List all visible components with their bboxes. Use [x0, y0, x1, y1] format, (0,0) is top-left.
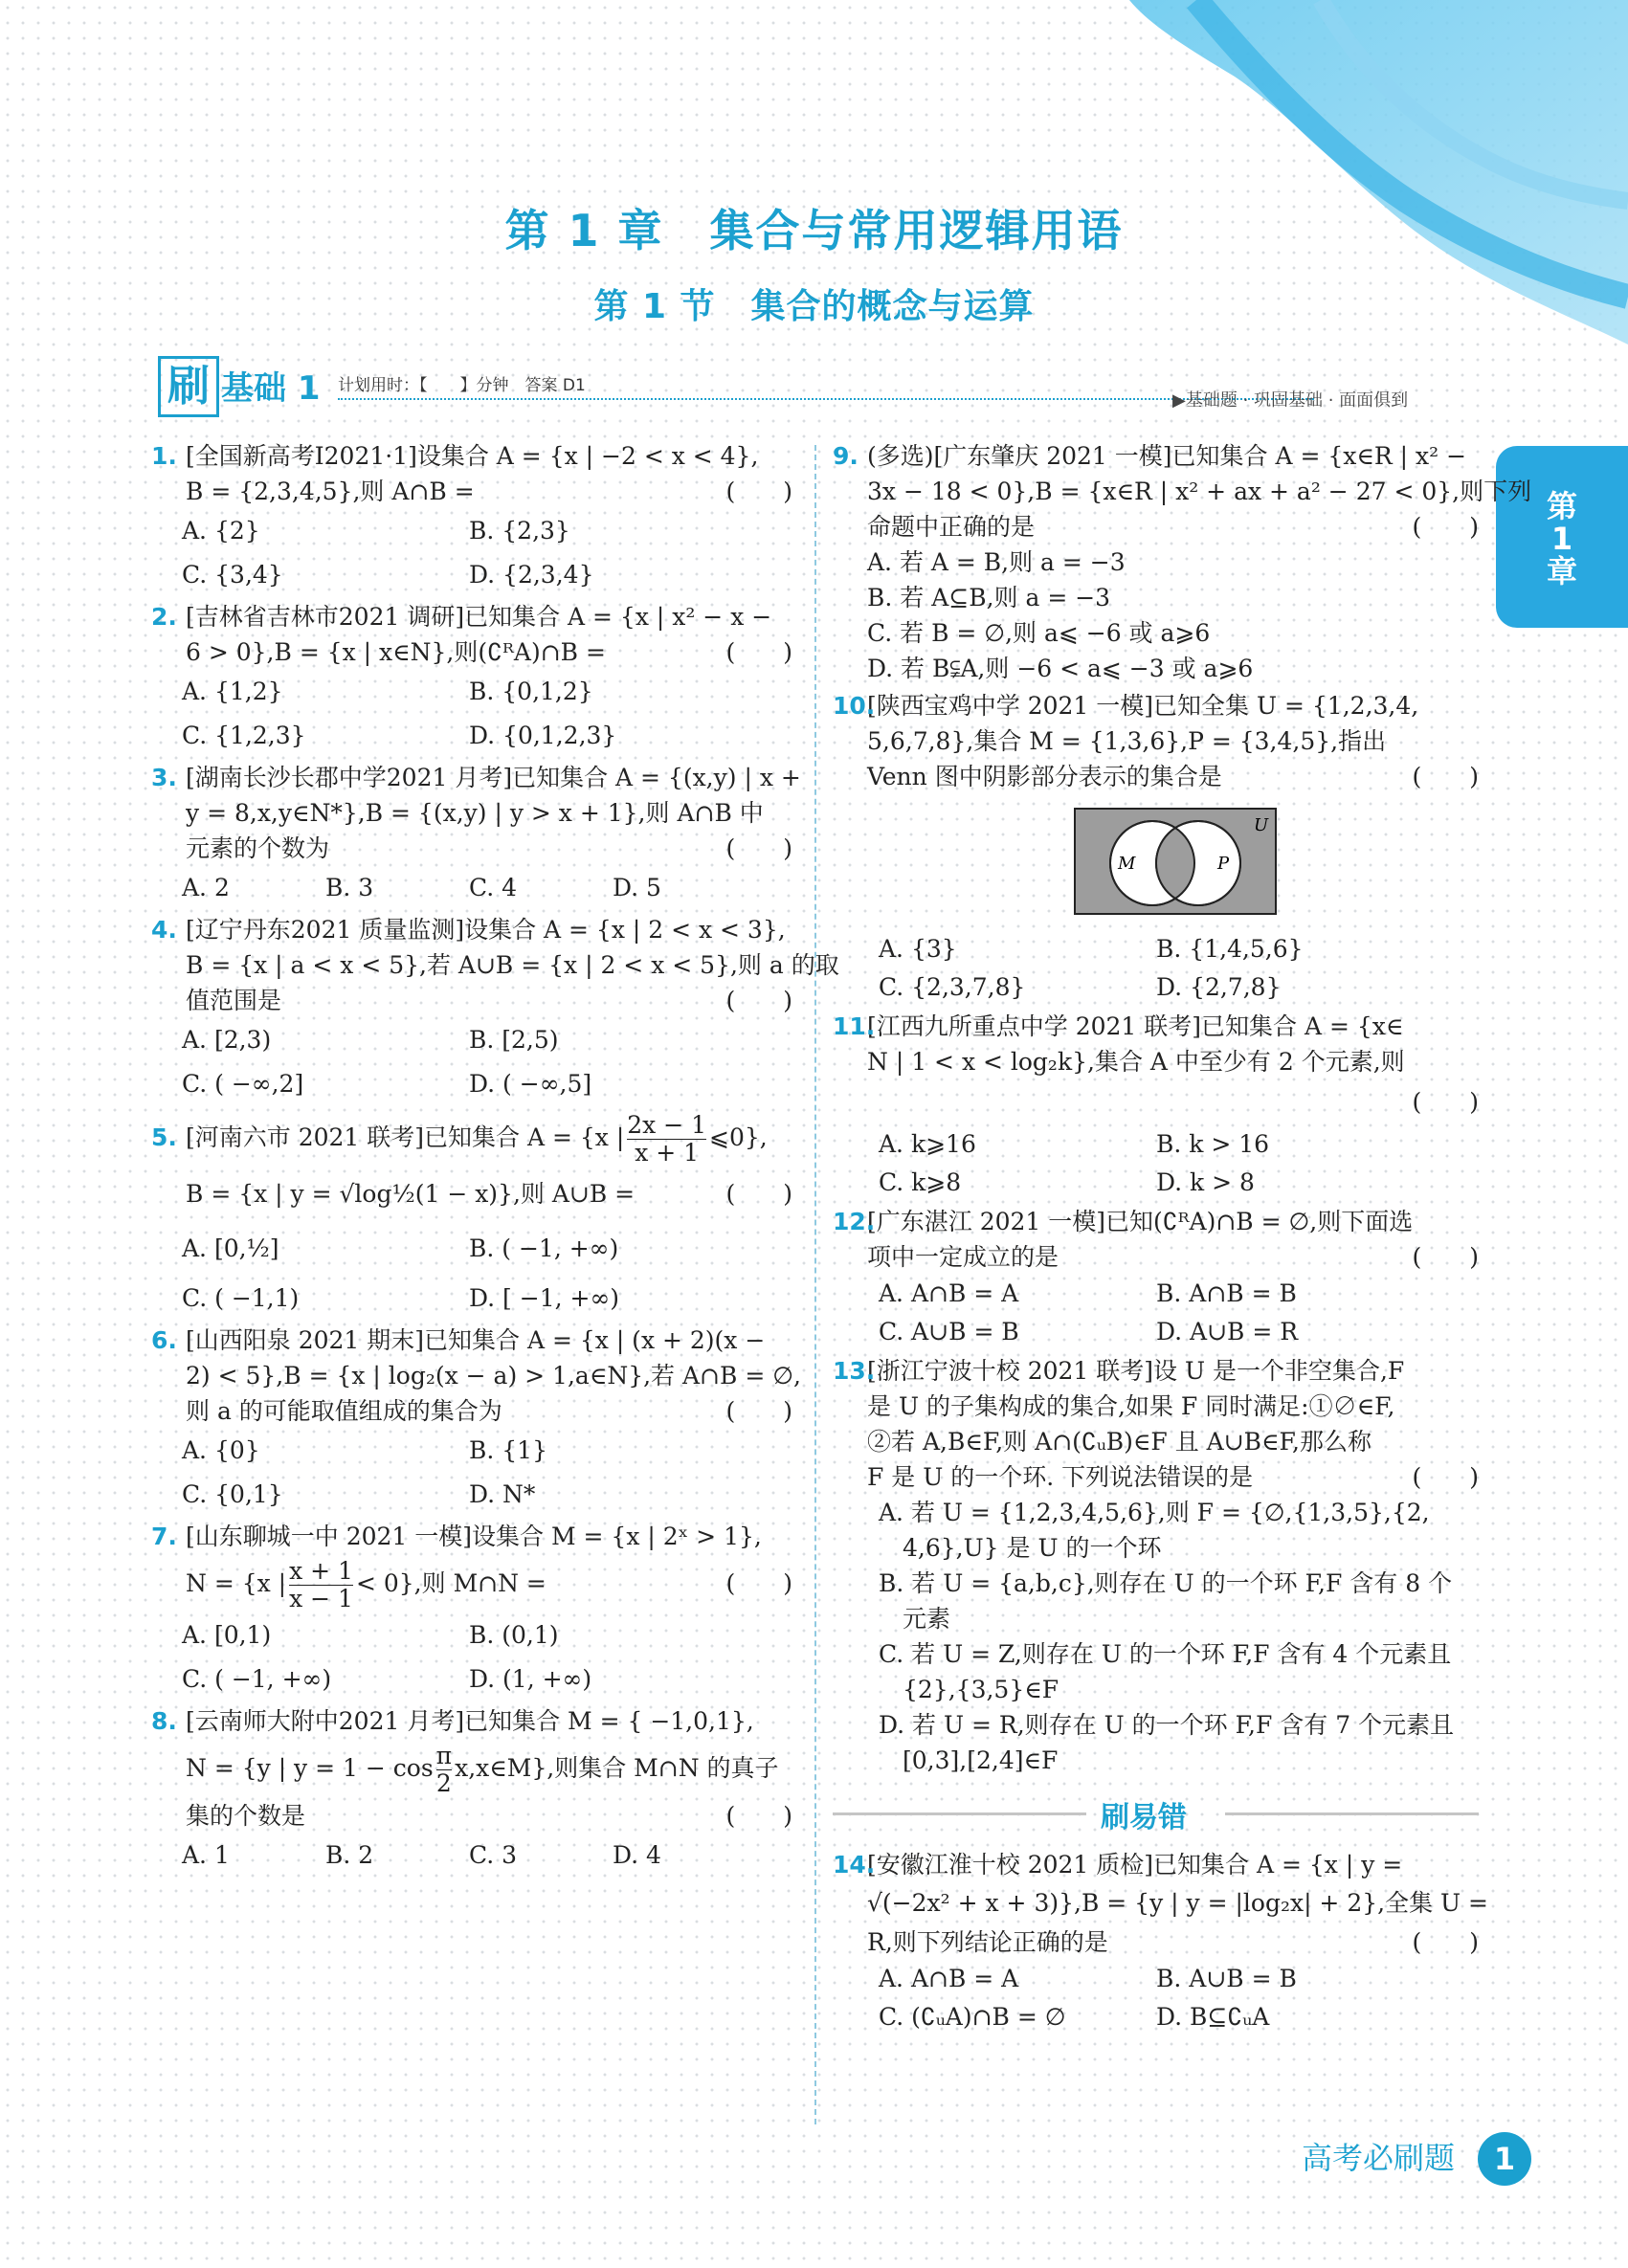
- option-b[interactable]: B. k > 16: [1156, 1130, 1270, 1158]
- question-number: 14.: [833, 1851, 876, 1879]
- answer-blank[interactable]: ( ): [725, 1180, 792, 1208]
- column-divider: [814, 445, 816, 2124]
- option-d[interactable]: D. [ −1, +∞): [469, 1284, 620, 1312]
- option-d[interactable]: D. k > 8: [1156, 1168, 1255, 1196]
- answer-blank[interactable]: ( ): [1412, 1463, 1479, 1491]
- option-a[interactable]: A. 若 A = B,则 a = −3: [867, 548, 1126, 576]
- side-tab-line-2: 1: [1550, 521, 1573, 557]
- fraction-numerator: x + 1: [289, 1557, 353, 1585]
- question-number: 6.: [151, 1326, 177, 1354]
- option-a[interactable]: A. k⩾16: [879, 1130, 976, 1158]
- question-text: 3x − 18 < 0},B = {x∈R | x² + ax + a² − 27 < 0},则下列: [867, 478, 1532, 505]
- question-4: [151, 912, 839, 1106]
- question-text: [浙江宁波十校 2021 联考]设 U 是一个非空集合,F: [867, 1357, 1405, 1385]
- question-number: 2.: [151, 603, 177, 631]
- question-number: 5.: [151, 1123, 177, 1151]
- question-number: 7.: [151, 1523, 177, 1550]
- question-text: 值范围是: [186, 987, 282, 1014]
- question-number: 9.: [833, 442, 859, 470]
- option-d[interactable]: D. N*: [469, 1480, 536, 1508]
- option-d-cont: [0,3],[2,4]∈F: [879, 1746, 1059, 1774]
- option-b[interactable]: B. {1,4,5,6}: [1156, 935, 1304, 963]
- venn-label-p: P: [1217, 854, 1230, 874]
- question-text: 2) < 5},B = {x | log₂(x − a) > 1,a∈N},若 A∩B = ∅,: [186, 1362, 801, 1390]
- option-d[interactable]: D. {0,1,2,3}: [469, 722, 617, 749]
- question-text: 集的个数是: [186, 1802, 306, 1830]
- option-a[interactable]: A. 若 U = {1,2,3,4,5,6},则 F = {∅,{1,3,5},{2,: [879, 1499, 1430, 1526]
- question-text: 6 > 0},B = {x | x∈N},则(∁ᴿA)∩B =: [186, 638, 606, 666]
- answer-blank[interactable]: ( ): [725, 1569, 792, 1597]
- option-b[interactable]: B. 若 U = {a,b,c},则存在 U 的一个环 F,F 含有 8 个: [879, 1569, 1453, 1597]
- question-text: N = {y | y = 1 − cos: [186, 1754, 434, 1782]
- option-a[interactable]: A. [0,1): [182, 1621, 272, 1649]
- fraction-numerator: π: [435, 1742, 453, 1769]
- answer-blank[interactable]: ( ): [1412, 1928, 1479, 1956]
- option-c[interactable]: C. {0,1}: [182, 1480, 283, 1508]
- question-3: [151, 760, 801, 910]
- option-c[interactable]: C. ( −∞,2]: [182, 1070, 304, 1098]
- option-a[interactable]: A. A∩B = A: [879, 1965, 1019, 1992]
- option-c[interactable]: C. {1,2,3}: [182, 722, 306, 749]
- question-text: 项中一定成立的是: [867, 1243, 1059, 1271]
- question-text: [广东湛江 2021 一模]已知(∁ᴿA)∩B = ∅,则下面选: [867, 1208, 1414, 1235]
- question-7: [151, 1519, 792, 1701]
- chapter-title: 第 1 章 集合与常用逻辑用语: [504, 205, 1124, 256]
- question-text: R,则下列结论正确的是: [867, 1928, 1108, 1956]
- question-number: 13.: [833, 1357, 876, 1385]
- question-5: [151, 1108, 792, 1321]
- question-text: [全国新高考Ⅰ2021·1]设集合 A = {x | −2 < x < 4},: [186, 442, 759, 470]
- section-title: 第 1 节 集合的概念与运算: [593, 287, 1035, 326]
- question-14: [833, 1847, 1488, 2036]
- venn-label-m: M: [1118, 854, 1136, 874]
- option-c[interactable]: C. ( −1, +∞): [182, 1665, 332, 1693]
- option-d[interactable]: D. (1, +∞): [469, 1665, 592, 1693]
- option-c[interactable]: C. 3: [469, 1841, 518, 1869]
- question-text: [江西九所重点中学 2021 联考]已知集合 A = {x∈: [867, 1012, 1404, 1040]
- answer-blank[interactable]: ( ): [725, 1802, 792, 1830]
- option-d[interactable]: D. 若 B⫋A,则 −6 < a⩽ −3 或 a⩾6: [867, 655, 1254, 682]
- question-text: √(−2x² + x + 3)},B = {y | y = |log₂x| + 2},全集 U =: [867, 1889, 1488, 1917]
- question-text: 命题中正确的是: [867, 513, 1036, 541]
- footer-book-title: 高考必刷题: [1302, 2140, 1456, 2176]
- section-break-error-prone: [833, 1780, 1479, 1847]
- question-text: 5,6,7,8},集合 M = {1,3,6},P = {3,4,5},指出: [867, 727, 1387, 755]
- venn-diagram: [1074, 808, 1277, 915]
- option-a[interactable]: A. {1,2}: [182, 678, 283, 705]
- option-c-cont: {2},{3,5}∈F: [879, 1676, 1059, 1703]
- option-d[interactable]: D. {2,7,8}: [1156, 973, 1282, 1001]
- option-b[interactable]: B. [2,5): [469, 1026, 559, 1054]
- option-a[interactable]: A. {3}: [879, 935, 957, 963]
- option-a[interactable]: A. [0,½]: [182, 1234, 279, 1262]
- question-text: B = {x | a < x < 5},若 A∪B = {x | 2 < x < 5},则 a 的取: [186, 951, 839, 979]
- option-a[interactable]: A. {0}: [182, 1436, 260, 1464]
- question-text: Venn 图中阴影部分表示的集合是: [867, 763, 1222, 790]
- question-text: 元素的个数为: [186, 834, 330, 862]
- header-dotted-line: [338, 398, 1314, 400]
- option-c[interactable]: C. 若 U = Z,则存在 U 的一个环 F,F 含有 4 个元素且: [879, 1640, 1452, 1668]
- answer-blank[interactable]: ( ): [1412, 513, 1479, 541]
- question-12: [833, 1204, 1479, 1351]
- side-tab-line-1: 第: [1546, 488, 1577, 524]
- option-b[interactable]: B. {0,1,2}: [469, 678, 593, 705]
- option-a[interactable]: A. A∩B = A: [879, 1279, 1019, 1307]
- answer-blank[interactable]: ( ): [725, 478, 792, 505]
- question-text: < 0: [355, 1569, 399, 1597]
- option-c[interactable]: C. (∁ᵤA)∩B = ∅: [879, 2003, 1066, 2031]
- question-text: N | 1 < x < log₂k},集合 A 中至少有 2 个元素,则: [867, 1048, 1405, 1076]
- option-c[interactable]: C. 4: [469, 874, 518, 901]
- question-text: [山东聊城一中 2021 一模]设集合 M = {x | 2ˣ > 1},: [186, 1523, 762, 1550]
- question-text: },则 M∩N =: [398, 1569, 546, 1597]
- option-b[interactable]: B. 3: [325, 874, 374, 901]
- option-d[interactable]: D. 若 U = R,则存在 U 的一个环 F,F 含有 7 个元素且: [879, 1711, 1455, 1739]
- option-d[interactable]: D. A∪B = R: [1156, 1318, 1299, 1345]
- option-d[interactable]: D. B⊆∁ᵤA: [1156, 2003, 1270, 2031]
- block-slogan: ▶基础题 · 巩固基础 · 面面俱到: [1172, 390, 1409, 411]
- question-text: [吉林省吉林市2021 调研]已知集合 A = {x | x² − x −: [186, 603, 772, 631]
- question-text: [湖南长沙长郡中学2021 月考]已知集合 A = {(x,y) | x +: [186, 764, 801, 791]
- fraction: [627, 1112, 706, 1167]
- answer-blank[interactable]: ( ): [1412, 1243, 1479, 1271]
- fraction-denominator: 2: [435, 1769, 452, 1797]
- option-b[interactable]: B. {2,3}: [469, 517, 570, 545]
- question-9: [833, 438, 1532, 686]
- option-c[interactable]: C. 若 B = ∅,则 a⩽ −6 或 a⩾6: [867, 619, 1211, 647]
- question-text: B = {2,3,4,5},则 A∩B =: [186, 478, 475, 505]
- block-name: 基础 1: [221, 369, 321, 408]
- option-b[interactable]: B. A∪B = B: [1156, 1965, 1297, 1992]
- question-text: ⩽0},: [709, 1123, 768, 1151]
- answer-blank[interactable]: ( ): [1412, 1088, 1479, 1116]
- option-a[interactable]: A. 2: [182, 874, 230, 901]
- question-text: x,x∈M},则集合 M∩N 的真子: [455, 1754, 779, 1782]
- question-text: N = {x |: [186, 1569, 287, 1597]
- practice-block-header: [158, 356, 1479, 423]
- option-c[interactable]: C. A∪B = B: [879, 1318, 1019, 1345]
- option-b[interactable]: B. {1}: [469, 1436, 547, 1464]
- question-10: [833, 688, 1479, 1007]
- fraction: [289, 1558, 353, 1612]
- fraction-numerator: 2x − 1: [627, 1111, 707, 1139]
- right-column: [833, 438, 1532, 2038]
- answer-blank[interactable]: ( ): [1412, 763, 1479, 790]
- option-b[interactable]: B. (0,1): [469, 1621, 559, 1649]
- question-text: ②若 A,B∈F,则 A∩(∁ᵤB)∈F 且 A∪B∈F,那么称: [867, 1428, 1372, 1456]
- answer-blank[interactable]: ( ): [725, 1397, 792, 1425]
- option-c[interactable]: C. {3,4}: [182, 561, 283, 589]
- side-tab-line-3: 章: [1546, 553, 1577, 589]
- option-b[interactable]: B. 2: [325, 1841, 374, 1869]
- option-b[interactable]: B. 若 A⊆B,则 a = −3: [867, 584, 1111, 611]
- section-break-line-left: [833, 1812, 1086, 1815]
- page-number: 1: [1478, 2132, 1531, 2186]
- question-text: 则 a 的可能取值组成的集合为: [186, 1397, 502, 1425]
- option-c[interactable]: C. {2,3,7,8}: [879, 973, 1026, 1001]
- option-d[interactable]: D. ( −∞,5]: [469, 1070, 592, 1098]
- option-b[interactable]: B. ( −1, +∞): [469, 1234, 619, 1262]
- section-break-label: 刷易错: [1101, 1801, 1187, 1834]
- question-text: [辽宁丹东2021 质量监测]设集合 A = {x | 2 < x < 3},: [186, 916, 786, 944]
- option-c[interactable]: C. k⩾8: [879, 1168, 962, 1196]
- question-text: B = {x | y = √log½(1 − x)},则 A∪B =: [186, 1180, 636, 1208]
- answer-blank[interactable]: ( ): [725, 834, 792, 862]
- option-c[interactable]: C. ( −1,1): [182, 1284, 300, 1312]
- option-d[interactable]: D. 5: [613, 874, 661, 901]
- question-number: 1.: [151, 442, 177, 470]
- option-b[interactable]: B. A∩B = B: [1156, 1279, 1297, 1307]
- question-6: [151, 1323, 801, 1517]
- chapter-side-tab[interactable]: [1496, 446, 1628, 628]
- question-text: 是 U 的子集构成的集合,如果 F 同时满足:①∅∈F,: [867, 1392, 1395, 1420]
- question-number: 10.: [833, 692, 876, 720]
- question-text: (多选)[广东肇庆 2021 一模]已知集合 A = {x∈R | x² −: [867, 442, 1467, 470]
- question-number: 12.: [833, 1208, 876, 1235]
- option-a-cont: 4,6},U} 是 U 的一个环: [879, 1534, 1162, 1562]
- answer-blank[interactable]: ( ): [725, 638, 792, 666]
- question-1: [151, 438, 792, 597]
- shua-badge-icon: 刷: [158, 356, 219, 417]
- fraction-denominator: x − 1: [289, 1585, 353, 1612]
- question-8: [151, 1703, 792, 1878]
- question-text: [云南师大附中2021 月考]已知集合 M = { −1,0,1},: [186, 1707, 754, 1735]
- plan-time-text: 计划用时：【 】分钟 答案 D1: [338, 376, 586, 395]
- option-b-cont: 元素: [879, 1605, 951, 1633]
- question-text: [河南六市 2021 联考]已知集合 A = {x |: [186, 1123, 625, 1151]
- fraction-denominator: x + 1: [627, 1139, 706, 1167]
- question-text: y = 8,x,y∈N*},B = {(x,y) | y > x + 1},则 A∩B 中: [186, 799, 764, 827]
- fraction: [436, 1743, 452, 1797]
- question-13: [833, 1353, 1479, 1778]
- option-d[interactable]: D. 4: [613, 1841, 661, 1869]
- question-number: 3.: [151, 764, 177, 791]
- question-text: [安徽江淮十校 2021 质检]已知集合 A = {x | y =: [867, 1851, 1403, 1879]
- option-d[interactable]: D. {2,3,4}: [469, 561, 594, 589]
- question-2: [151, 599, 792, 758]
- venn-label-u: U: [1254, 815, 1269, 835]
- question-text: [山西阳泉 2021 期末]已知集合 A = {x | (x + 2)(x −: [186, 1326, 766, 1354]
- option-a[interactable]: A. 1: [182, 1841, 230, 1869]
- answer-blank[interactable]: ( ): [725, 987, 792, 1014]
- question-text: [陕西宝鸡中学 2021 一模]已知全集 U = {1,2,3,4,: [867, 692, 1419, 720]
- question-text: F 是 U 的一个环. 下列说法错误的是: [867, 1463, 1254, 1491]
- question-number: 8.: [151, 1707, 177, 1735]
- left-column: [151, 438, 839, 1879]
- question-number: 4.: [151, 916, 177, 944]
- section-break-line-right: [1225, 1812, 1479, 1815]
- question-number: 11.: [833, 1012, 876, 1040]
- question-11: [833, 1009, 1479, 1202]
- option-a[interactable]: A. [2,3): [182, 1026, 272, 1054]
- option-a[interactable]: A. {2}: [182, 517, 260, 545]
